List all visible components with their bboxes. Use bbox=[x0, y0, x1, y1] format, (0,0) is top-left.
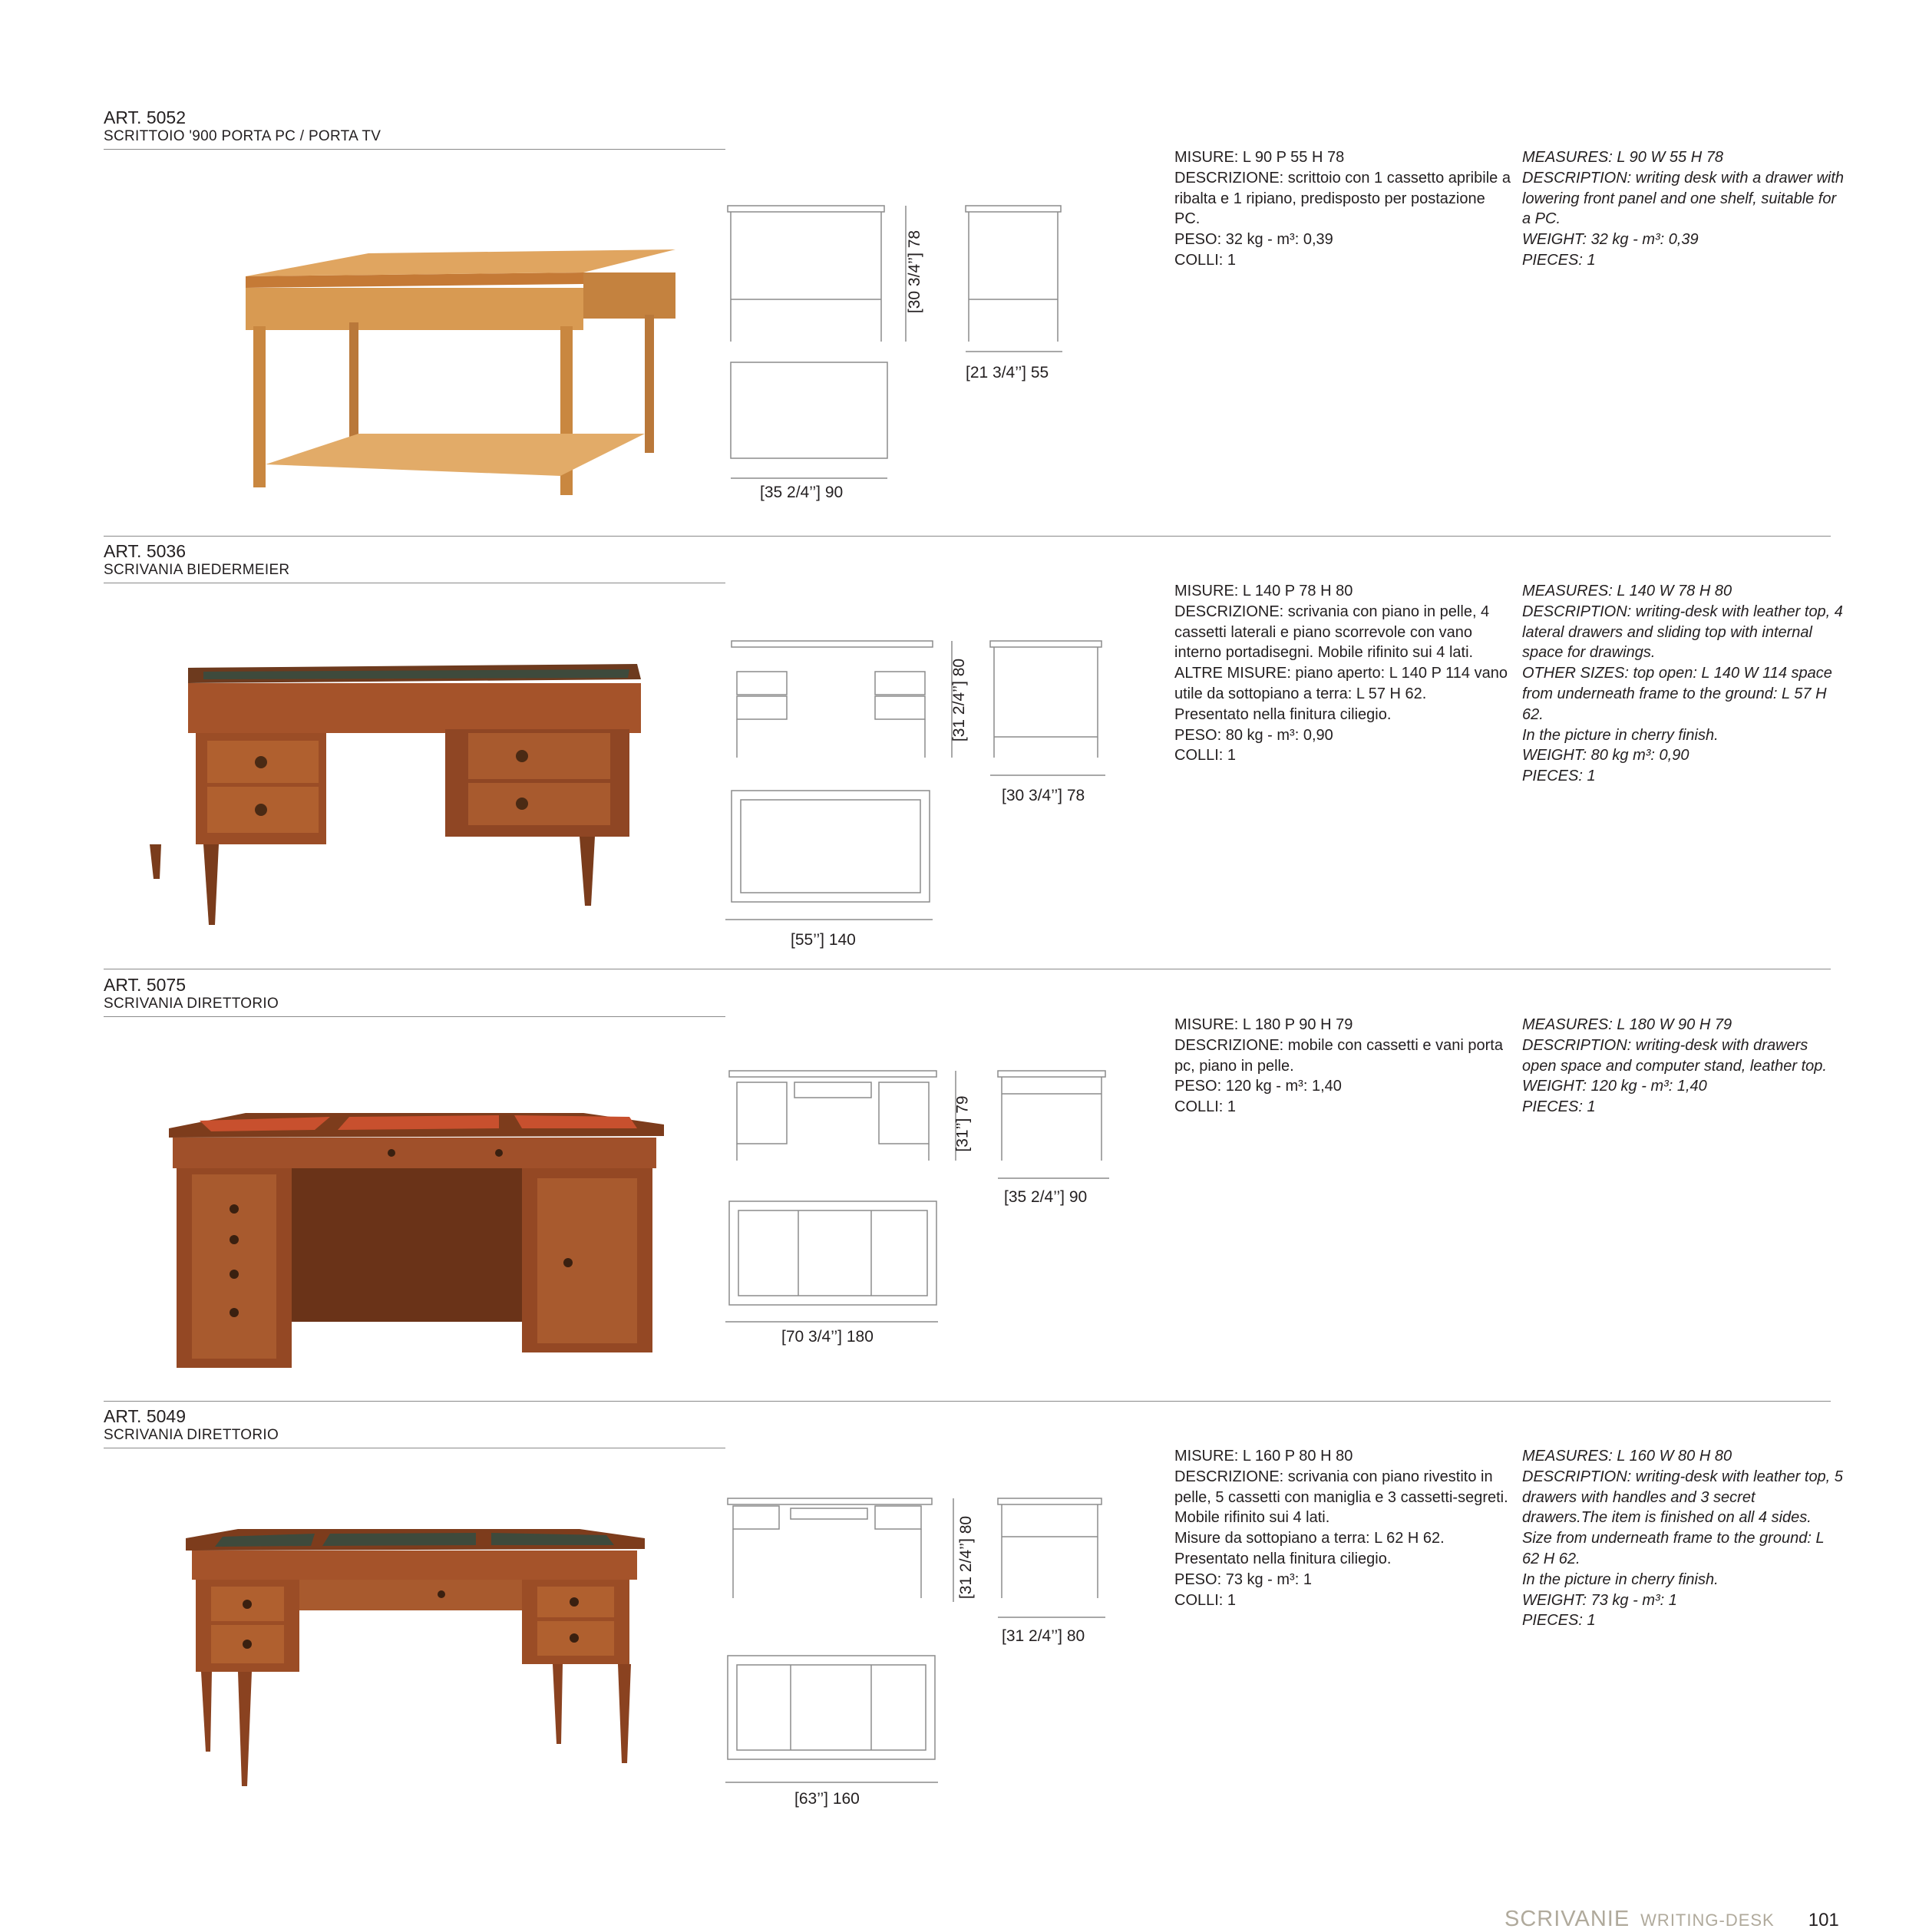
description-text-en: DESCRIPTION: writing-desk with drawers open space and computer stand, leather top. bbox=[1522, 1036, 1827, 1075]
description-text-it: DESCRIZIONE: scrittoio con 1 cassetto apribile a ribalta e 1 ripiano, predisposto per postazione PC. bbox=[1174, 169, 1511, 228]
product-5052 bbox=[0, 107, 1919, 539]
description-en bbox=[1522, 1015, 1845, 1118]
product-header bbox=[104, 107, 381, 145]
measures-en: MEASURES: L 90 W 55 H 78 bbox=[1522, 149, 1723, 166]
footer-category-en: WRITING-DESK bbox=[1640, 1911, 1775, 1930]
weight-it: PESO: 120 kg - m³: 1,40 bbox=[1174, 1078, 1342, 1095]
pieces-en: PIECES: 1 bbox=[1522, 1098, 1596, 1116]
measures-en: MEASURES: L 160 W 80 H 80 bbox=[1522, 1448, 1732, 1465]
footer-category: SCRIVANIE bbox=[1504, 1907, 1630, 1931]
other-sizes-en: Size from underneath frame to the ground: L 62 H 62. bbox=[1522, 1530, 1825, 1567]
description-it bbox=[1174, 1015, 1512, 1118]
product-photo bbox=[138, 603, 691, 948]
page-number: 101 bbox=[1808, 1910, 1839, 1930]
measures-en: MEASURES: L 140 W 78 H 80 bbox=[1522, 583, 1732, 599]
other-sizes-en: OTHER SIZES: top open: L 140 W 114 space from underneath frame to the ground: L 57 H 62. bbox=[1522, 665, 1832, 723]
pieces-it: COLLI: 1 bbox=[1174, 251, 1237, 269]
measures-it: MISURE: L 180 P 90 H 79 bbox=[1174, 1016, 1353, 1033]
finish-it: Presentato nella finitura ciliegio. bbox=[1174, 705, 1392, 723]
header-rule bbox=[104, 1016, 725, 1017]
measures-en: MEASURES: L 180 W 90 H 79 bbox=[1522, 1016, 1732, 1033]
description-text-en: DESCRIPTION: writing desk with a drawer with lowering front panel and one shelf, suitable for a PC. bbox=[1522, 169, 1845, 228]
dimension-width: [55’’] 140 bbox=[791, 931, 856, 949]
pieces-it: COLLI: 1 bbox=[1174, 1591, 1237, 1609]
product-name: SCRIVANIA DIRETTORIO bbox=[104, 1427, 279, 1443]
product-name: SCRITTOIO '900 PORTA PC / PORTA TV bbox=[104, 128, 381, 144]
other-sizes-it: Misure da sottopiano a terra: L 62 H 62. bbox=[1174, 1530, 1445, 1547]
finish-it: Presentato nella finitura ciliegio. bbox=[1174, 1550, 1392, 1567]
dimension-width: [70 3/4’’] 180 bbox=[781, 1328, 874, 1346]
description-text-en: DESCRIPTION: writing-desk with leather top, 4 lateral drawers and sliding top with internal space for drawings. bbox=[1522, 603, 1843, 662]
article-number: ART. 5036 bbox=[104, 541, 186, 561]
product-header bbox=[104, 975, 279, 1012]
measures-it: MISURE: L 140 P 78 H 80 bbox=[1174, 583, 1353, 599]
description-text-it: DESCRIZIONE: mobile con cassetti e vani porta pc, piano in pelle. bbox=[1174, 1036, 1503, 1075]
weight-it: PESO: 80 kg - m³: 0,90 bbox=[1174, 726, 1333, 744]
weight-en: WEIGHT: 120 kg - m³: 1,40 bbox=[1522, 1078, 1707, 1095]
pieces-it: COLLI: 1 bbox=[1174, 1098, 1237, 1116]
description-it bbox=[1174, 1446, 1512, 1610]
product-name: SCRIVANIA DIRETTORIO bbox=[104, 996, 279, 1012]
product-header bbox=[104, 1406, 279, 1444]
product-name: SCRIVANIA BIEDERMEIER bbox=[104, 562, 290, 578]
pieces-en: PIECES: 1 bbox=[1522, 1612, 1596, 1630]
product-header bbox=[104, 541, 289, 579]
finish-en: In the picture in cherry finish. bbox=[1522, 1570, 1719, 1588]
dimension-depth: [21 3/4’’] 55 bbox=[966, 364, 1049, 381]
weight-en: WEIGHT: 32 kg - m³: 0,39 bbox=[1522, 231, 1699, 249]
section-separator bbox=[104, 536, 1831, 537]
dimension-width: [35 2/4’’] 90 bbox=[760, 484, 844, 501]
product-photo bbox=[138, 1036, 691, 1382]
dimension-height: [30 3/4’’] 78 bbox=[906, 230, 924, 314]
article-number: ART. 5052 bbox=[104, 107, 186, 127]
dimension-depth: [35 2/4’’] 90 bbox=[1004, 1188, 1088, 1206]
description-en bbox=[1522, 147, 1845, 271]
description-text-it: DESCRIZIONE: scrivania con piano in pelle, 4 cassetti laterali e piano scorrevole con vano interno portadisegni. Mobile rifinito sui 4 lati. bbox=[1174, 603, 1490, 662]
dimension-height: [31’’] 79 bbox=[953, 1095, 972, 1152]
measures-it: MISURE: L 160 P 80 H 80 bbox=[1174, 1448, 1353, 1465]
product-5049 bbox=[0, 1406, 1919, 1838]
finish-en: In the picture in cherry finish. bbox=[1522, 726, 1719, 744]
description-text-en: DESCRIPTION: writing-desk with leather top, 5 drawers with handles and 3 secret drawers.The item is finished on all 4 sides. bbox=[1522, 1468, 1843, 1527]
pieces-it: COLLI: 1 bbox=[1174, 747, 1237, 765]
weight-en: WEIGHT: 80 kg m³: 0,90 bbox=[1522, 747, 1689, 765]
section-separator bbox=[104, 1401, 1831, 1402]
description-it bbox=[1174, 581, 1512, 766]
description-text-it: DESCRIZIONE: scrivania con piano rivestito in pelle, 5 cassetti con maniglia e 3 cassetti-segreti. Mobile rifinito sui 4 lati. bbox=[1174, 1468, 1508, 1527]
dimension-depth: [31 2/4’’] 80 bbox=[1002, 1627, 1085, 1645]
page-footer bbox=[1504, 1907, 1839, 1932]
dimension-height: [31 2/4’’] 80 bbox=[957, 1515, 976, 1600]
dimension-width: [63’’] 160 bbox=[794, 1790, 860, 1808]
product-photo bbox=[138, 1468, 691, 1813]
weight-it: PESO: 32 kg - m³: 0,39 bbox=[1174, 231, 1333, 249]
measures-it: MISURE: L 90 P 55 H 78 bbox=[1174, 149, 1345, 166]
product-5075 bbox=[0, 975, 1919, 1406]
header-rule bbox=[104, 149, 725, 150]
other-sizes-it: ALTRE MISURE: piano aperto: L 140 P 114 vano utile da sottopiano a terra: L 57 H 62. bbox=[1174, 665, 1508, 702]
description-en bbox=[1522, 1446, 1845, 1631]
weight-it: PESO: 73 kg - m³: 1 bbox=[1174, 1570, 1312, 1588]
product-5036 bbox=[0, 541, 1919, 973]
description-it bbox=[1174, 147, 1512, 271]
product-photo bbox=[138, 169, 691, 514]
weight-en: WEIGHT: 73 kg - m³: 1 bbox=[1522, 1591, 1677, 1609]
article-number: ART. 5049 bbox=[104, 1406, 186, 1426]
pieces-en: PIECES: 1 bbox=[1522, 768, 1596, 785]
article-number: ART. 5075 bbox=[104, 975, 186, 995]
description-en bbox=[1522, 581, 1845, 787]
dimension-height: [31 2/4’’] 80 bbox=[950, 658, 969, 742]
pieces-en: PIECES: 1 bbox=[1522, 251, 1596, 269]
dimension-depth: [30 3/4’’] 78 bbox=[1002, 787, 1085, 804]
